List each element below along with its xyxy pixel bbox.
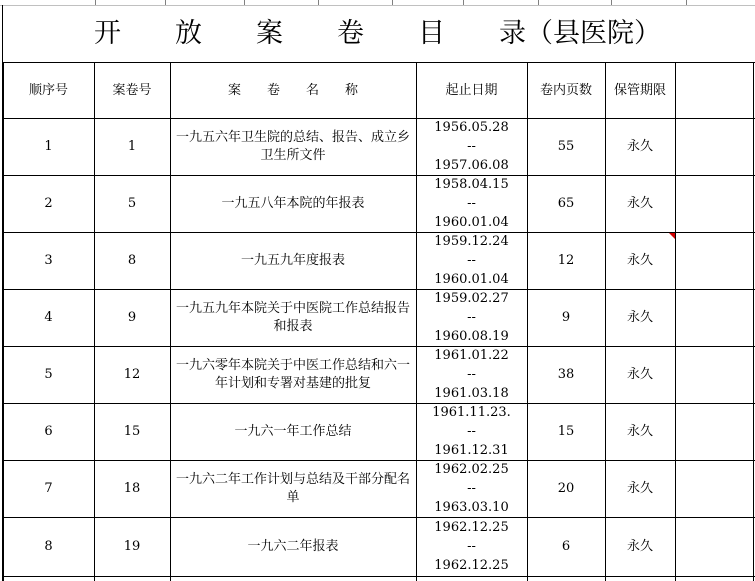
cell-period[interactable]: 永久 xyxy=(626,424,653,439)
cell-empty[interactable] xyxy=(675,460,755,517)
cell-name[interactable]: 一九六一年工作总结 xyxy=(234,423,352,439)
header-seq[interactable]: 顺序号 xyxy=(28,82,68,98)
cell-name[interactable]: 一九五六年卫生院的总结、报告、成立乡卫生所文件 xyxy=(175,129,410,163)
sheet-title[interactable]: 开 放 案 卷 目 录（县医院） xyxy=(94,18,661,49)
date-sep: -- xyxy=(467,367,476,382)
column-boundary-tick xyxy=(686,0,687,5)
date-start: 1961.01.22 xyxy=(434,348,509,363)
column-boundary-tick xyxy=(244,0,245,5)
cell-seq[interactable]: 5 xyxy=(44,367,53,382)
cell-date[interactable] xyxy=(416,346,527,403)
date-sep: -- xyxy=(467,196,476,211)
date-end: 1961.03.18 xyxy=(434,386,509,401)
cell-seq[interactable]: 3 xyxy=(44,253,53,268)
cell-case-no[interactable]: 1 xyxy=(127,139,137,154)
cell-seq[interactable]: 4 xyxy=(44,310,53,325)
date-sep: -- xyxy=(467,424,476,439)
cell-date[interactable] xyxy=(416,118,527,175)
cell-period[interactable]: 永久 xyxy=(626,481,653,496)
cell-case-no[interactable]: 9 xyxy=(127,310,137,325)
date-start: 1959.02.27 xyxy=(434,291,509,306)
header-pages[interactable]: 卷内页数 xyxy=(539,82,592,98)
cell-name[interactable]: 一九六零年本院关于中医工作总结和六一年计划和专署对基建的批复 xyxy=(175,357,410,391)
date-end: 1962.12.25 xyxy=(434,558,509,573)
date-sep: -- xyxy=(467,481,476,496)
cell-pages[interactable]: 20 xyxy=(557,481,575,496)
cell-pages[interactable]: 15 xyxy=(557,424,575,439)
date-start: 1962.02.25 xyxy=(434,462,509,477)
cell-empty[interactable] xyxy=(675,346,755,403)
date-start: 1958.04.15 xyxy=(434,177,509,192)
date-sep: -- xyxy=(467,139,476,154)
cell-pages[interactable]: 38 xyxy=(557,367,575,382)
cell-case-no[interactable]: 19 xyxy=(123,539,141,554)
column-boundary-tick xyxy=(463,0,464,5)
cell-case-no[interactable]: 15 xyxy=(123,424,141,439)
cell-case-no[interactable]: 18 xyxy=(123,481,141,496)
cell-date[interactable] xyxy=(416,517,527,576)
cell-empty[interactable] xyxy=(675,403,755,460)
column-boundary-tick xyxy=(318,0,319,5)
cell-empty[interactable] xyxy=(675,517,755,576)
date-end: 1963.03.10 xyxy=(434,500,509,515)
column-boundary-tick xyxy=(538,0,539,5)
date-sep: -- xyxy=(467,539,476,554)
cell-period[interactable]: 永久 xyxy=(626,196,653,211)
cell-case-no[interactable]: 5 xyxy=(127,196,137,211)
header-name[interactable]: 案 卷 名 称 xyxy=(227,82,358,98)
cell-empty[interactable] xyxy=(675,289,755,346)
cell-name[interactable]: 一九六二年报表 xyxy=(247,538,339,554)
cell-empty[interactable] xyxy=(675,175,755,232)
comment-indicator[interactable] xyxy=(669,233,675,239)
cell-period[interactable]: 永久 xyxy=(626,539,653,554)
cell-date[interactable] xyxy=(416,460,527,517)
header-case-no[interactable]: 案卷号 xyxy=(112,82,152,98)
grid-line-horizontal xyxy=(3,576,755,577)
cell-seq[interactable]: 2 xyxy=(44,196,53,211)
cell-name[interactable]: 一九五八年本院的年报表 xyxy=(221,195,365,211)
cell-seq[interactable]: 7 xyxy=(44,481,53,496)
cell-seq[interactable]: 8 xyxy=(44,539,53,554)
cell-pages[interactable]: 9 xyxy=(561,310,571,325)
cell-date[interactable] xyxy=(416,289,527,346)
header-empty[interactable] xyxy=(675,62,755,118)
date-end: 1960.01.04 xyxy=(434,215,509,230)
cell-name[interactable]: 一九五九年本院关于中医院工作总结报告和报表 xyxy=(175,300,410,334)
cell-period[interactable]: 永久 xyxy=(626,310,653,325)
cell-pages[interactable]: 55 xyxy=(557,139,575,154)
column-boundary-tick xyxy=(392,0,393,5)
cell-empty[interactable] xyxy=(675,118,755,175)
cell-seq[interactable]: 6 xyxy=(44,424,53,439)
header-period[interactable]: 保管期限 xyxy=(613,82,666,98)
cell-pages[interactable]: 65 xyxy=(557,196,575,211)
date-end: 1957.06.08 xyxy=(434,158,509,173)
cell-date[interactable] xyxy=(416,403,527,460)
date-end: 1960.08.19 xyxy=(434,329,509,344)
date-sep: -- xyxy=(467,310,476,325)
cell-date[interactable] xyxy=(416,232,527,289)
cell-period[interactable]: 永久 xyxy=(626,253,653,268)
date-start: 1959.12.24 xyxy=(434,234,509,249)
cell-case-no[interactable]: 8 xyxy=(127,253,137,268)
date-end: 1961.12.31 xyxy=(434,443,509,458)
cell-pages[interactable]: 6 xyxy=(561,539,571,554)
date-start: 1962.12.25 xyxy=(434,520,509,535)
header-date[interactable]: 起止日期 xyxy=(445,82,498,98)
column-boundary-tick xyxy=(165,0,166,5)
cell-empty[interactable] xyxy=(675,232,755,289)
cell-date[interactable] xyxy=(416,175,527,232)
cell-pages[interactable]: 12 xyxy=(557,253,575,268)
date-start: 1961.11.23. xyxy=(432,405,511,420)
cell-name[interactable]: 一九五九年度报表 xyxy=(240,252,345,268)
cell-period[interactable]: 永久 xyxy=(626,367,653,382)
cell-seq[interactable]: 1 xyxy=(44,139,53,154)
cell-case-no[interactable]: 12 xyxy=(123,367,141,382)
cell-name[interactable]: 一九六二年工作计划与总结及干部分配名单 xyxy=(175,471,410,505)
date-start: 1956.05.28 xyxy=(434,120,509,135)
date-end: 1960.01.04 xyxy=(434,272,509,287)
column-boundary-tick xyxy=(95,0,96,5)
cell-period[interactable]: 永久 xyxy=(626,139,653,154)
column-boundary-tick xyxy=(611,0,612,5)
date-sep: -- xyxy=(467,253,476,268)
